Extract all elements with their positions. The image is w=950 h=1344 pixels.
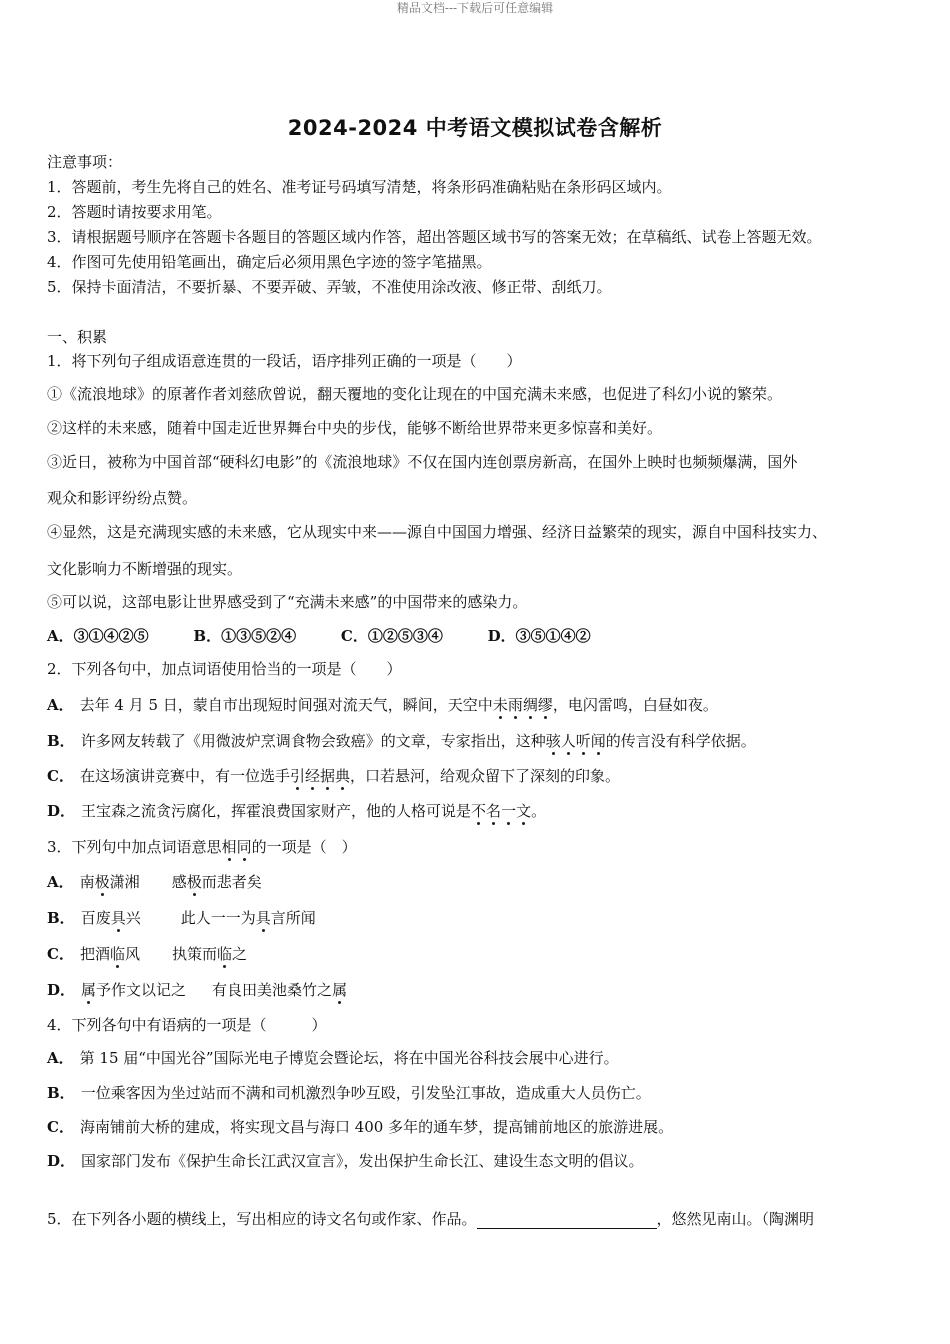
option-text: 言所闻 xyxy=(270,909,316,927)
option-text: 海南铺前大桥的建成，将实现文昌与海口 400 多年的通车梦，提高铺前地区的旅游进展。 xyxy=(79,1118,674,1136)
dotted-char: 具 xyxy=(255,909,271,927)
dotted-char: 文 xyxy=(516,802,532,820)
page-title: 2024-2024 中考语文模拟试卷含解析 xyxy=(287,116,663,140)
option-label: D． xyxy=(47,802,76,820)
dotted-char: 雨 xyxy=(507,696,523,714)
q2-stem: 2．下列各句中，加点词语使用恰当的一项是（ ） xyxy=(47,660,402,678)
dotted-phrase xyxy=(546,732,606,750)
dotted-char: 极 xyxy=(186,873,202,891)
option-label: B． xyxy=(47,732,75,750)
q5-stem xyxy=(47,1209,814,1229)
stem-text: 3．下列句中加点词语意思 xyxy=(47,838,222,856)
option-label: D． xyxy=(47,981,76,999)
stem-text: 的一项是（ ） xyxy=(251,838,357,856)
dotted-char: 典 xyxy=(335,767,351,785)
dotted-char: 人 xyxy=(560,732,576,750)
q4-option-a[interactable] xyxy=(47,1048,619,1068)
notes-heading: 注意事项： xyxy=(47,153,123,171)
option-label: B． xyxy=(47,1084,75,1102)
q1-sentence-3-cont: 观众和影评纷纷点赞。 xyxy=(47,489,198,507)
stem-text: ，悠然见南山。（陶渊明 xyxy=(656,1210,815,1228)
option-label: C． xyxy=(47,767,74,785)
q3-option-b[interactable] xyxy=(47,908,316,928)
note-item: 5．保持卡面清洁，不要折暴、不要弄破、弄皱，不准使用涂改液、修正带、刮纸刀。 xyxy=(47,278,612,296)
dotted-char: 属 xyxy=(332,981,348,999)
q4-option-b[interactable] xyxy=(47,1083,651,1103)
dotted-char: 据 xyxy=(320,767,336,785)
note-item: 1．答题前，考生先将自己的姓名、准考证号码填写清楚，将条形码准确粘贴在条形码区域内。 xyxy=(47,178,672,196)
dotted-phrase xyxy=(290,767,350,785)
note-item: 4．作图可先使用铅笔画出，确定后必须用黑色字迹的签字笔描黑。 xyxy=(47,253,492,271)
option-text: 潇湘 xyxy=(109,873,140,891)
option-text: 去年 4 月 5 日，蒙自市出现短时间强对流天气，瞬间，天空中 xyxy=(79,696,493,714)
q1-choice-b[interactable]: B．①③⑤②④ xyxy=(193,627,297,645)
dotted-char: 缪 xyxy=(537,696,553,714)
dotted-char: 具 xyxy=(110,909,126,927)
option-text: 兴 xyxy=(125,909,141,927)
option-label: B． xyxy=(47,909,75,927)
note-item: 3．请根据题号顺序在答题卡各题目的答题区域内作答，超出答题区域书写的答案无效；在草稿纸、试卷上答题无效。 xyxy=(47,228,822,246)
dotted-char: 闻 xyxy=(590,732,606,750)
q2-option-b[interactable] xyxy=(47,731,756,751)
section-heading: 一、积累 xyxy=(47,328,108,346)
dotted-char: 经 xyxy=(304,767,320,785)
q3-option-c[interactable] xyxy=(47,944,247,964)
dotted-phrase xyxy=(222,838,252,856)
dotted-char: 骇 xyxy=(545,732,561,750)
q1-choices xyxy=(47,625,631,646)
dotted-char: 不 xyxy=(471,802,487,820)
option-text: 执策而 xyxy=(172,945,218,963)
q1-sentence-2: ②这样的未来感，随着中国走近世界舞台中央的步伐，能够不断给世界带来更多惊喜和美好。 xyxy=(47,419,663,437)
dotted-char: 未 xyxy=(492,696,508,714)
option-text: 第 15 届“中国光谷”国际光电子博览会暨论坛，将在中国光谷科技会展中心进行。 xyxy=(79,1049,619,1067)
option-text: 有良田美池桑竹之 xyxy=(212,981,333,999)
dotted-char: 同 xyxy=(236,838,252,856)
q3-option-a[interactable] xyxy=(47,872,262,892)
dotted-char: 名 xyxy=(486,802,502,820)
option-label: A． xyxy=(47,873,74,891)
q1-sentence-4: ④显然，这是充满现实感的未来感，它从现实中来——源自中国国力增强、经济日益繁荣的现实，源自中国科技实力、 xyxy=(47,523,828,541)
option-text: 许多网友转载了《用微波炉烹调食物会致癌》的文章，专家指出，这种 xyxy=(80,732,546,750)
q2-option-a[interactable] xyxy=(47,695,718,715)
stem-text: 5．在下列各小题的横线上，写出相应的诗文名句或作家、作品。 xyxy=(47,1210,477,1228)
option-label: D． xyxy=(47,1152,76,1170)
option-text: 在这场演讲竞赛中，有一位选手 xyxy=(79,767,290,785)
option-text: 而悲者矣 xyxy=(201,873,262,891)
dotted-char: 相 xyxy=(221,838,237,856)
q1-stem: 1．将下列句子组成语意连贯的一段话，语序排列正确的一项是（ ） xyxy=(47,352,522,370)
option-text: 一位乘客因为坐过站而不满和司机激烈争吵互殴，引发坠江事故，造成重大人员伤亡。 xyxy=(80,1084,651,1102)
q4-option-d[interactable] xyxy=(47,1151,644,1171)
q1-sentence-3: ③近日，被称为中国首部“硬科幻电影”的《流浪地球》不仅在国内连创票房新高，在国外上映时也频频爆满，国外 xyxy=(47,453,798,471)
dotted-char: 绸 xyxy=(522,696,538,714)
option-text: 王宝森之流贪污腐化，挥霍浪费国家财产，他的人格可说是 xyxy=(81,802,472,820)
option-text: 予作文以记之 xyxy=(96,981,187,999)
option-text: 感 xyxy=(171,873,187,891)
dotted-char: 一 xyxy=(501,802,517,820)
q1-sentence-1: ①《流浪地球》的原著作者刘慈欣曾说，翻天覆地的变化让现在的中国充满未来感，也促进了科幻小说的繁荣。 xyxy=(47,385,783,403)
option-label: C． xyxy=(47,945,74,963)
option-text: 国家部门发布《保护生命长江武汉宣言》，发出保护生命长江、建设生态文明的倡议。 xyxy=(81,1152,644,1170)
dotted-char: 极 xyxy=(94,873,110,891)
option-label: A． xyxy=(47,696,74,714)
q2-option-c[interactable] xyxy=(47,766,620,786)
q2-option-d[interactable] xyxy=(47,801,546,821)
q1-choice-d[interactable]: D．③⑤①④② xyxy=(487,627,591,645)
q1-sentence-4-cont: 文化影响力不断增强的现实。 xyxy=(47,560,243,578)
option-text: 风 xyxy=(124,945,140,963)
option-text: 把酒 xyxy=(79,945,110,963)
option-text: 。 xyxy=(531,802,547,820)
option-text: 百废 xyxy=(80,909,111,927)
dotted-char: 临 xyxy=(109,945,125,963)
dotted-phrase xyxy=(493,696,553,714)
dotted-char: 听 xyxy=(575,732,591,750)
q4-option-c[interactable] xyxy=(47,1117,673,1137)
note-item: 2．答题时请按要求用笔。 xyxy=(47,203,222,221)
option-text: ，口若悬河，给观众留下了深刻的印象。 xyxy=(350,767,621,785)
option-text: 的传言没有科学依据。 xyxy=(605,732,756,750)
option-text: ，电闪雷鸣，白昼如夜。 xyxy=(552,696,718,714)
q1-sentence-5: ⑤可以说，这部电影让世界感受到了“充满未来感”的中国带来的感染力。 xyxy=(47,593,528,611)
q1-choice-a[interactable]: A．③①④②⑤ xyxy=(47,627,149,645)
option-label: A． xyxy=(47,1049,74,1067)
answer-blank[interactable] xyxy=(477,1212,657,1229)
q1-choice-c[interactable]: C．①②⑤③④ xyxy=(340,627,443,645)
dotted-char: 临 xyxy=(217,945,233,963)
q3-option-d[interactable] xyxy=(47,980,347,1000)
dotted-char: 属 xyxy=(81,981,97,999)
q4-stem: 4．下列各句中有语病的一项是（ ） xyxy=(47,1016,327,1034)
option-text: 之 xyxy=(232,945,248,963)
option-label: C． xyxy=(47,1118,74,1136)
dotted-char: 引 xyxy=(289,767,305,785)
option-text: 此人一一为 xyxy=(180,909,256,927)
q3-stem xyxy=(47,837,357,857)
dotted-phrase xyxy=(471,802,531,820)
option-text: 南 xyxy=(79,873,95,891)
page-header: 精品文档---下载后可任意编辑 xyxy=(396,1,554,15)
